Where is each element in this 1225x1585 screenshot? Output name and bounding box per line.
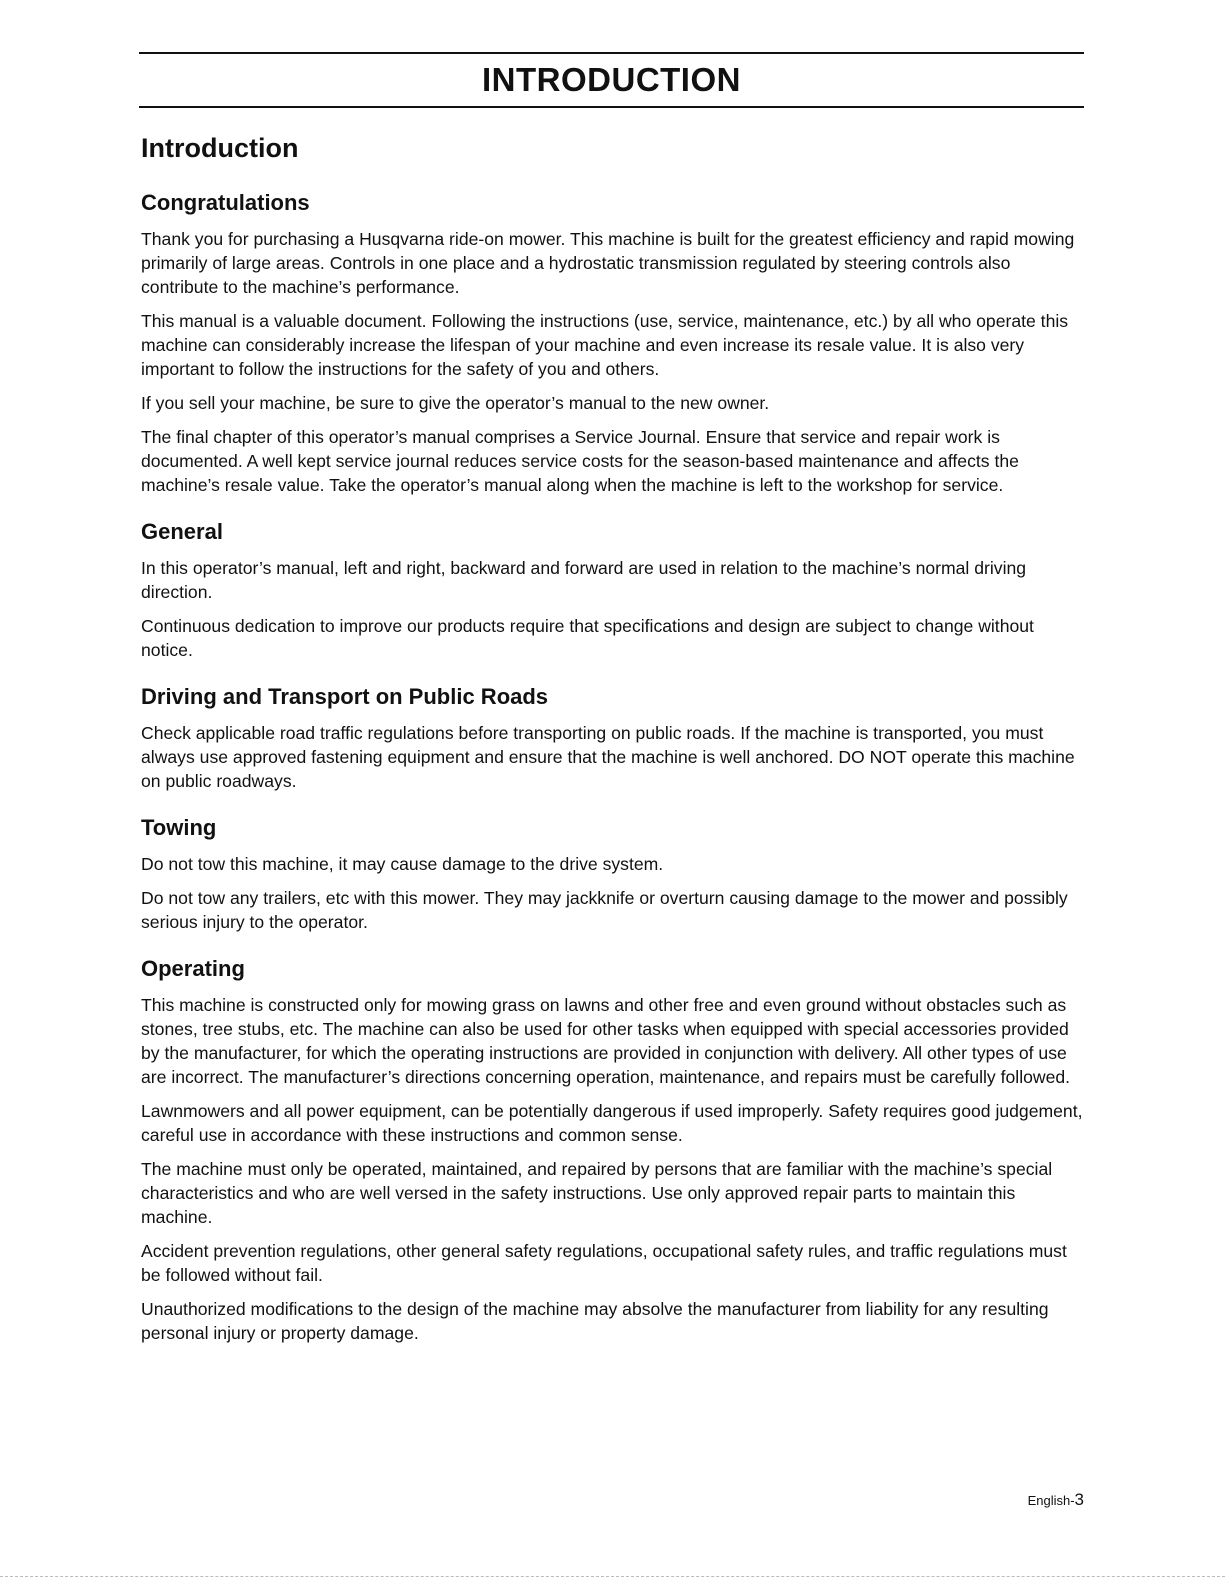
paragraph: Unauthorized modifications to the design of the machine may absolve the manufacturer from liability for any resulting personal injury or property damage. [141,1299,1049,1343]
page-title: Introduction [141,133,299,163]
section-operating [139,954,1084,1345]
paragraph: Accident prevention regulations, other general safety regulations, occupational safety rules, and traffic regulations must be followed without fail. [141,1241,1067,1285]
section-heading: Towing [141,815,217,840]
section-driving-transport [139,682,1084,793]
paragraph: This machine is constructed only for mowing grass on lawns and other free and even ground without obstacles such as stones, tree stubs, etc. The machine can also be used for other tasks when equipped with special accessories provided by the manufacturer, for which the operating instructions are provided in conjunction with delivery. All other types of use are incorrect. The manufacturer’s directions concerning operation, maintenance, and repairs must be carefully followed. [141,995,1071,1087]
paragraph: If you sell your machine, be sure to give the operator’s manual to the new owner. [141,393,770,413]
footer-language: English- [1027,1493,1075,1508]
paragraph: Thank you for purchasing a Husqvarna ride-on mower. This machine is built for the greatest efficiency and rapid mowing primarily of large areas. Controls in one place and a hydrostatic transmission regulated by steering controls also contribute to the machine’s performance. [141,229,1075,297]
section-heading: General [141,519,223,544]
page-bottom-edge [0,1576,1225,1577]
manual-page [139,0,1084,1355]
section-general [139,517,1084,662]
banner-bottom-rule [139,106,1084,108]
page-footer [1028,1490,1084,1510]
paragraph: Check applicable road traffic regulations before transporting on public roads. If the machine is transported, you must always use approved fastening equipment and ensure that the machine is well anchored. DO NOT operate this machine on public roadways. [141,723,1075,791]
paragraph: In this operator’s manual, left and right, backward and forward are used in relation to the machine’s normal driving direction. [141,558,1027,602]
paragraph: This manual is a valuable document. Following the instructions (use, service, maintenance, etc.) by all who operate this machine can considerably increase the lifespan of your machine and even increase its resale value. It is also very important to follow the instructions for the safety of you and others. [141,311,1069,379]
section-congratulations [139,188,1084,497]
section-heading: Operating [141,956,245,981]
page-number: 3 [1074,1490,1084,1509]
section-heading: Congratulations [141,190,310,215]
paragraph: Do not tow any trailers, etc with this mower. They may jackknife or overturn causing damage to the mower and possibly serious injury to the operator. [141,888,1068,932]
section-towing [139,813,1084,934]
paragraph: The final chapter of this operator’s manual comprises a Service Journal. Ensure that service and repair work is documented. A well kept service journal reduces service costs for the season-based maintenance and affects the machine’s resale value. Take the operator’s manual along when the machine is left to the workshop for service. [141,427,1019,495]
paragraph: Continuous dedication to improve our products require that specifications and design are subject to change without notice. [141,616,1034,660]
paragraph: The machine must only be operated, maintained, and repaired by persons that are familiar with the machine’s special characteristics and who are well versed in the safety instructions. Use only approved repair parts to maintain this machine. [141,1159,1053,1227]
paragraph: Lawnmowers and all power equipment, can be potentially dangerous if used improperly. Safety requires good judgement, careful use in accordance with these instructions and common sense. [141,1101,1083,1145]
section-heading: Driving and Transport on Public Roads [141,684,549,709]
chapter-banner: INTRODUCTION [482,61,741,98]
paragraph: Do not tow this machine, it may cause damage to the drive system. [141,854,664,874]
